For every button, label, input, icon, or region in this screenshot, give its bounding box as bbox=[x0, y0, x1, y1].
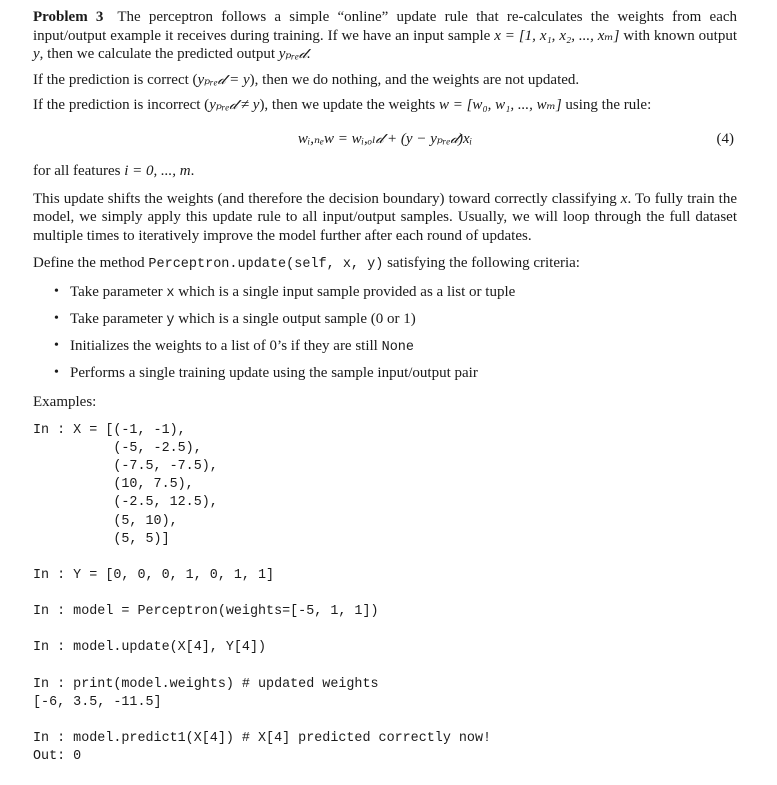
intro-text-4: . bbox=[306, 46, 311, 63]
ypred-math: yₚᵣₑ𝒹 bbox=[278, 46, 307, 63]
list-item bbox=[33, 364, 737, 391]
criteria-code: None bbox=[381, 339, 415, 355]
problem-title: Problem 3 bbox=[33, 9, 104, 25]
define-paragraph bbox=[33, 254, 737, 275]
intro-text-3: , then we calculate the predicted output bbox=[39, 46, 279, 63]
examples-label: Examples: bbox=[33, 393, 97, 410]
update-equation: wᵢ,ₙₑw = wᵢ,ₒₗ𝒹 + (y − yₚᵣₑ𝒹)xᵢ bbox=[297, 130, 473, 147]
equation-number: (4) bbox=[716, 130, 734, 147]
criteria-code: y bbox=[166, 312, 175, 328]
correct-condition-math: yₚᵣₑ𝒹 = y bbox=[197, 71, 250, 88]
problem-page bbox=[33, 8, 737, 766]
update-equation-row bbox=[33, 128, 737, 154]
intro-paragraph bbox=[33, 8, 737, 64]
explanation-text-2: . To fully train the model, we simply apply this update rule to all input/output samples. Usually, we will loop through the full dataset multiple times to iteratively improve the model further after each round of updates. bbox=[33, 190, 737, 244]
define-text-2: satisfying the following criteria: bbox=[383, 255, 580, 272]
criteria-code: x bbox=[166, 285, 175, 301]
w-vector-math: w = [w₀, w₁, ..., wₘ] bbox=[438, 97, 562, 114]
x-vector-math: x = [1, x₁, x₂, ..., xₘ] bbox=[494, 27, 620, 44]
list-item bbox=[33, 283, 737, 310]
example-predict-call: In : model.predict1(X[4]) # X[4] predicted correctly now! Out: 0 bbox=[33, 730, 492, 765]
incorrect-text-3: using the rule: bbox=[561, 97, 652, 114]
criteria-text-before: Take parameter bbox=[70, 283, 167, 300]
y-math: y bbox=[33, 46, 40, 63]
criteria-text-before: Take parameter bbox=[70, 310, 167, 327]
bullet-icon: • bbox=[54, 337, 59, 353]
incorrect-condition-math: yₚᵣₑ𝒹 ≠ y bbox=[209, 97, 260, 114]
criteria-text-before: Initializes the weights to a list of 0’s if they are still bbox=[70, 337, 382, 354]
example-print-weights: In : print(model.weights) # updated weights [-6, 3.5, -11.5] bbox=[33, 676, 379, 710]
explanation-x-math: x bbox=[620, 190, 628, 207]
intro-text-2: with known output bbox=[619, 27, 737, 44]
incorrect-text-1: If the prediction is incorrect ( bbox=[33, 97, 210, 114]
example-update-call: In : model.update(X[4], Y[4]) bbox=[33, 640, 267, 656]
criteria-text-before: Performs a single training update using the sample input/output pair bbox=[70, 364, 478, 381]
explanation-paragraph bbox=[33, 190, 737, 246]
criteria-text-after: which is a single input sample provided as a list or tuple bbox=[174, 283, 516, 300]
criteria-text-after: which is a single output sample (0 or 1) bbox=[174, 310, 416, 327]
correct-text-1: If the prediction is correct ( bbox=[33, 71, 198, 88]
for-all-text-2: . bbox=[190, 162, 195, 179]
correct-paragraph bbox=[33, 71, 737, 90]
example-x-definition: In : X = [(-1, -1), (-5, -2.5), (-7.5, -7.5), (10, 7.5), (-2.5, 12.5), (5, 10), (5, 5)] bbox=[33, 422, 218, 547]
explanation-text-1: This update shifts the weights (and therefore the decision boundary) toward correctly classifying bbox=[33, 190, 621, 207]
intro-text-1: The perceptron follows a simple “online” update rule that re-calculates the weights from each input/output example it receives during training. If we have an input sample bbox=[33, 9, 738, 44]
bullet-icon: • bbox=[54, 310, 59, 326]
bullet-icon: • bbox=[54, 283, 59, 299]
list-item bbox=[33, 310, 737, 337]
incorrect-text-2: ), then we update the weights bbox=[259, 97, 439, 114]
criteria-list bbox=[33, 283, 737, 391]
bullet-icon: • bbox=[54, 364, 59, 380]
for-all-text-1: for all features bbox=[33, 162, 125, 179]
incorrect-paragraph bbox=[33, 96, 737, 115]
for-all-paragraph bbox=[33, 162, 737, 181]
example-model-creation: In : model = Perceptron(weights=[-5, 1, 1]) bbox=[33, 604, 379, 620]
method-signature-code: Perceptron.update(self, x, y) bbox=[148, 257, 384, 273]
define-text-1: Define the method bbox=[33, 255, 149, 272]
list-item bbox=[33, 337, 737, 364]
example-y-definition: In : Y = [0, 0, 0, 1, 0, 1, 1] bbox=[33, 567, 275, 583]
correct-text-2: ), then we do nothing, and the weights are not updated. bbox=[249, 71, 580, 88]
index-range-math: i = 0, ..., m bbox=[124, 162, 191, 179]
